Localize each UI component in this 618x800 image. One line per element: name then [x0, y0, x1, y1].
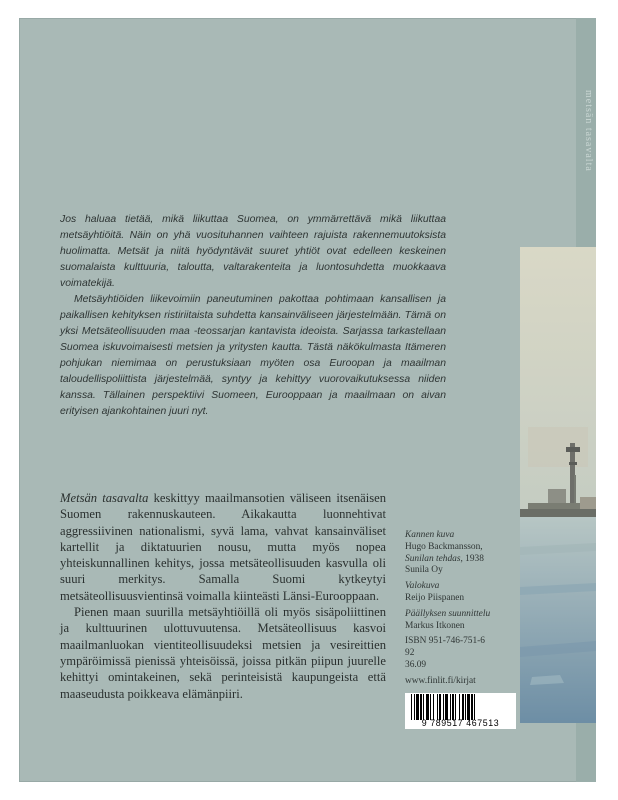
photo-caption: Valokuva — [405, 581, 440, 592]
cover-image-year: , 1938 — [460, 553, 484, 564]
designer-name: Markus Itkonen — [405, 620, 465, 631]
credits — [405, 530, 517, 676]
publisher-url[interactable]: www.finlit.fi/kirjat — [405, 676, 476, 686]
cover-painting-detail — [520, 247, 596, 723]
intro-paragraph: Metsäyhtiöiden liikevoimiin paneutuminen pakottaa pohtimaan kansallisen ja paikallisen kehityksen ristiriitaista suhdetta kansainväliseen järjestelmään. Tämä on yksi Metsäteollisuuden maa -teossarjan kantavista ideoista. Sarjassa tarkastellaan Suomea iskuvoimaisesti metsien ja yritysten kautta. Tästä näkökulmasta Itämeren pohjukan niemimaa on perustuksiaan myöten osa Euroopan ja maailman taloudellispoliittista järjestelmää, syntyy ja kehittyy vuorovaikutuksessa niiden kanssa. Tällainen perspektiivi Suomeen, Eurooppaan ja maailmaan on aivan erityisen ajankohtainen juuri nyt. — [60, 294, 446, 417]
description-paragraph: Pienen maan suurilla metsäyhtiöillä oli myös sisäpoliittinen ja kulttuurinen ulottuvuutensa. Metsäteollisuus kasvoi maailmanluokan vientiteollisuudeksi metsien ja vesireittien ympäröimissä pienissä yhteisöissä, joissa pitkän piipun juurelle kehittyi omintakeinen, sekä perinteisistä kaupungeista että maaseudusta poikkeava elämänpiiri. — [60, 605, 386, 701]
barcode-number: 9 789517 467513 — [421, 718, 500, 728]
book-title-italic: Metsän tasavalta — [60, 491, 149, 505]
design-caption: Päällyksen suunnittelu — [405, 608, 491, 619]
barcode-bars — [405, 694, 516, 720]
description-paragraph: Metsän tasavalta keskittyy maailmansotien väliseen itsenäisen Suomen rakennuskauteen. Aikakautta luonnehtivat aggressiivinen nationalismi, syvä lama, vahvat kansainväliset kartellit ja diktatuurien nousu, mutta myös nopea yhteiskunnallinen kehitys, jossa metsäteollisuuden kasvulla oli suuri merkitys. Samalla Suomi kytkeytyi metsäteollisuusvientinsä voimalla kiinteästi Länsi-Eurooppaan. — [60, 491, 386, 603]
description-text — [60, 490, 386, 702]
isbn: ISBN 951-746-751-6 — [405, 636, 485, 647]
cover-image-owner: Sunila Oy — [405, 565, 443, 576]
cover-image-author: Hugo Backmansson, — [405, 541, 483, 552]
photographer-name: Reijo Piispanen — [405, 592, 465, 603]
cover-image-title: Sunilan tehdas — [405, 553, 461, 564]
barcode — [405, 693, 516, 729]
classification-code: 36.09 — [405, 659, 427, 670]
intro-text — [60, 212, 446, 420]
spine-title: metsän tasavalta — [583, 90, 594, 172]
intro-paragraph: Jos haluaa tietää, mikä liikuttaa Suomea, on ymmärrettävä mikä liikuttaa metsäyhtiöitä. Näin on yhä vuosituhannen vaihteen rajuista rakennemuutoksista huolimatta. Metsät ja niitä hyödyntävät suuret yhtiöt ovat edelleen keskeinen suomalaista kulttuuria, taloutta, valtarakenteita ja luontosuhdetta muokkaava voimatekijä. — [60, 214, 446, 289]
cover-image-caption: Kannen kuva — [405, 530, 455, 540]
classification-code: 92 — [405, 648, 415, 659]
